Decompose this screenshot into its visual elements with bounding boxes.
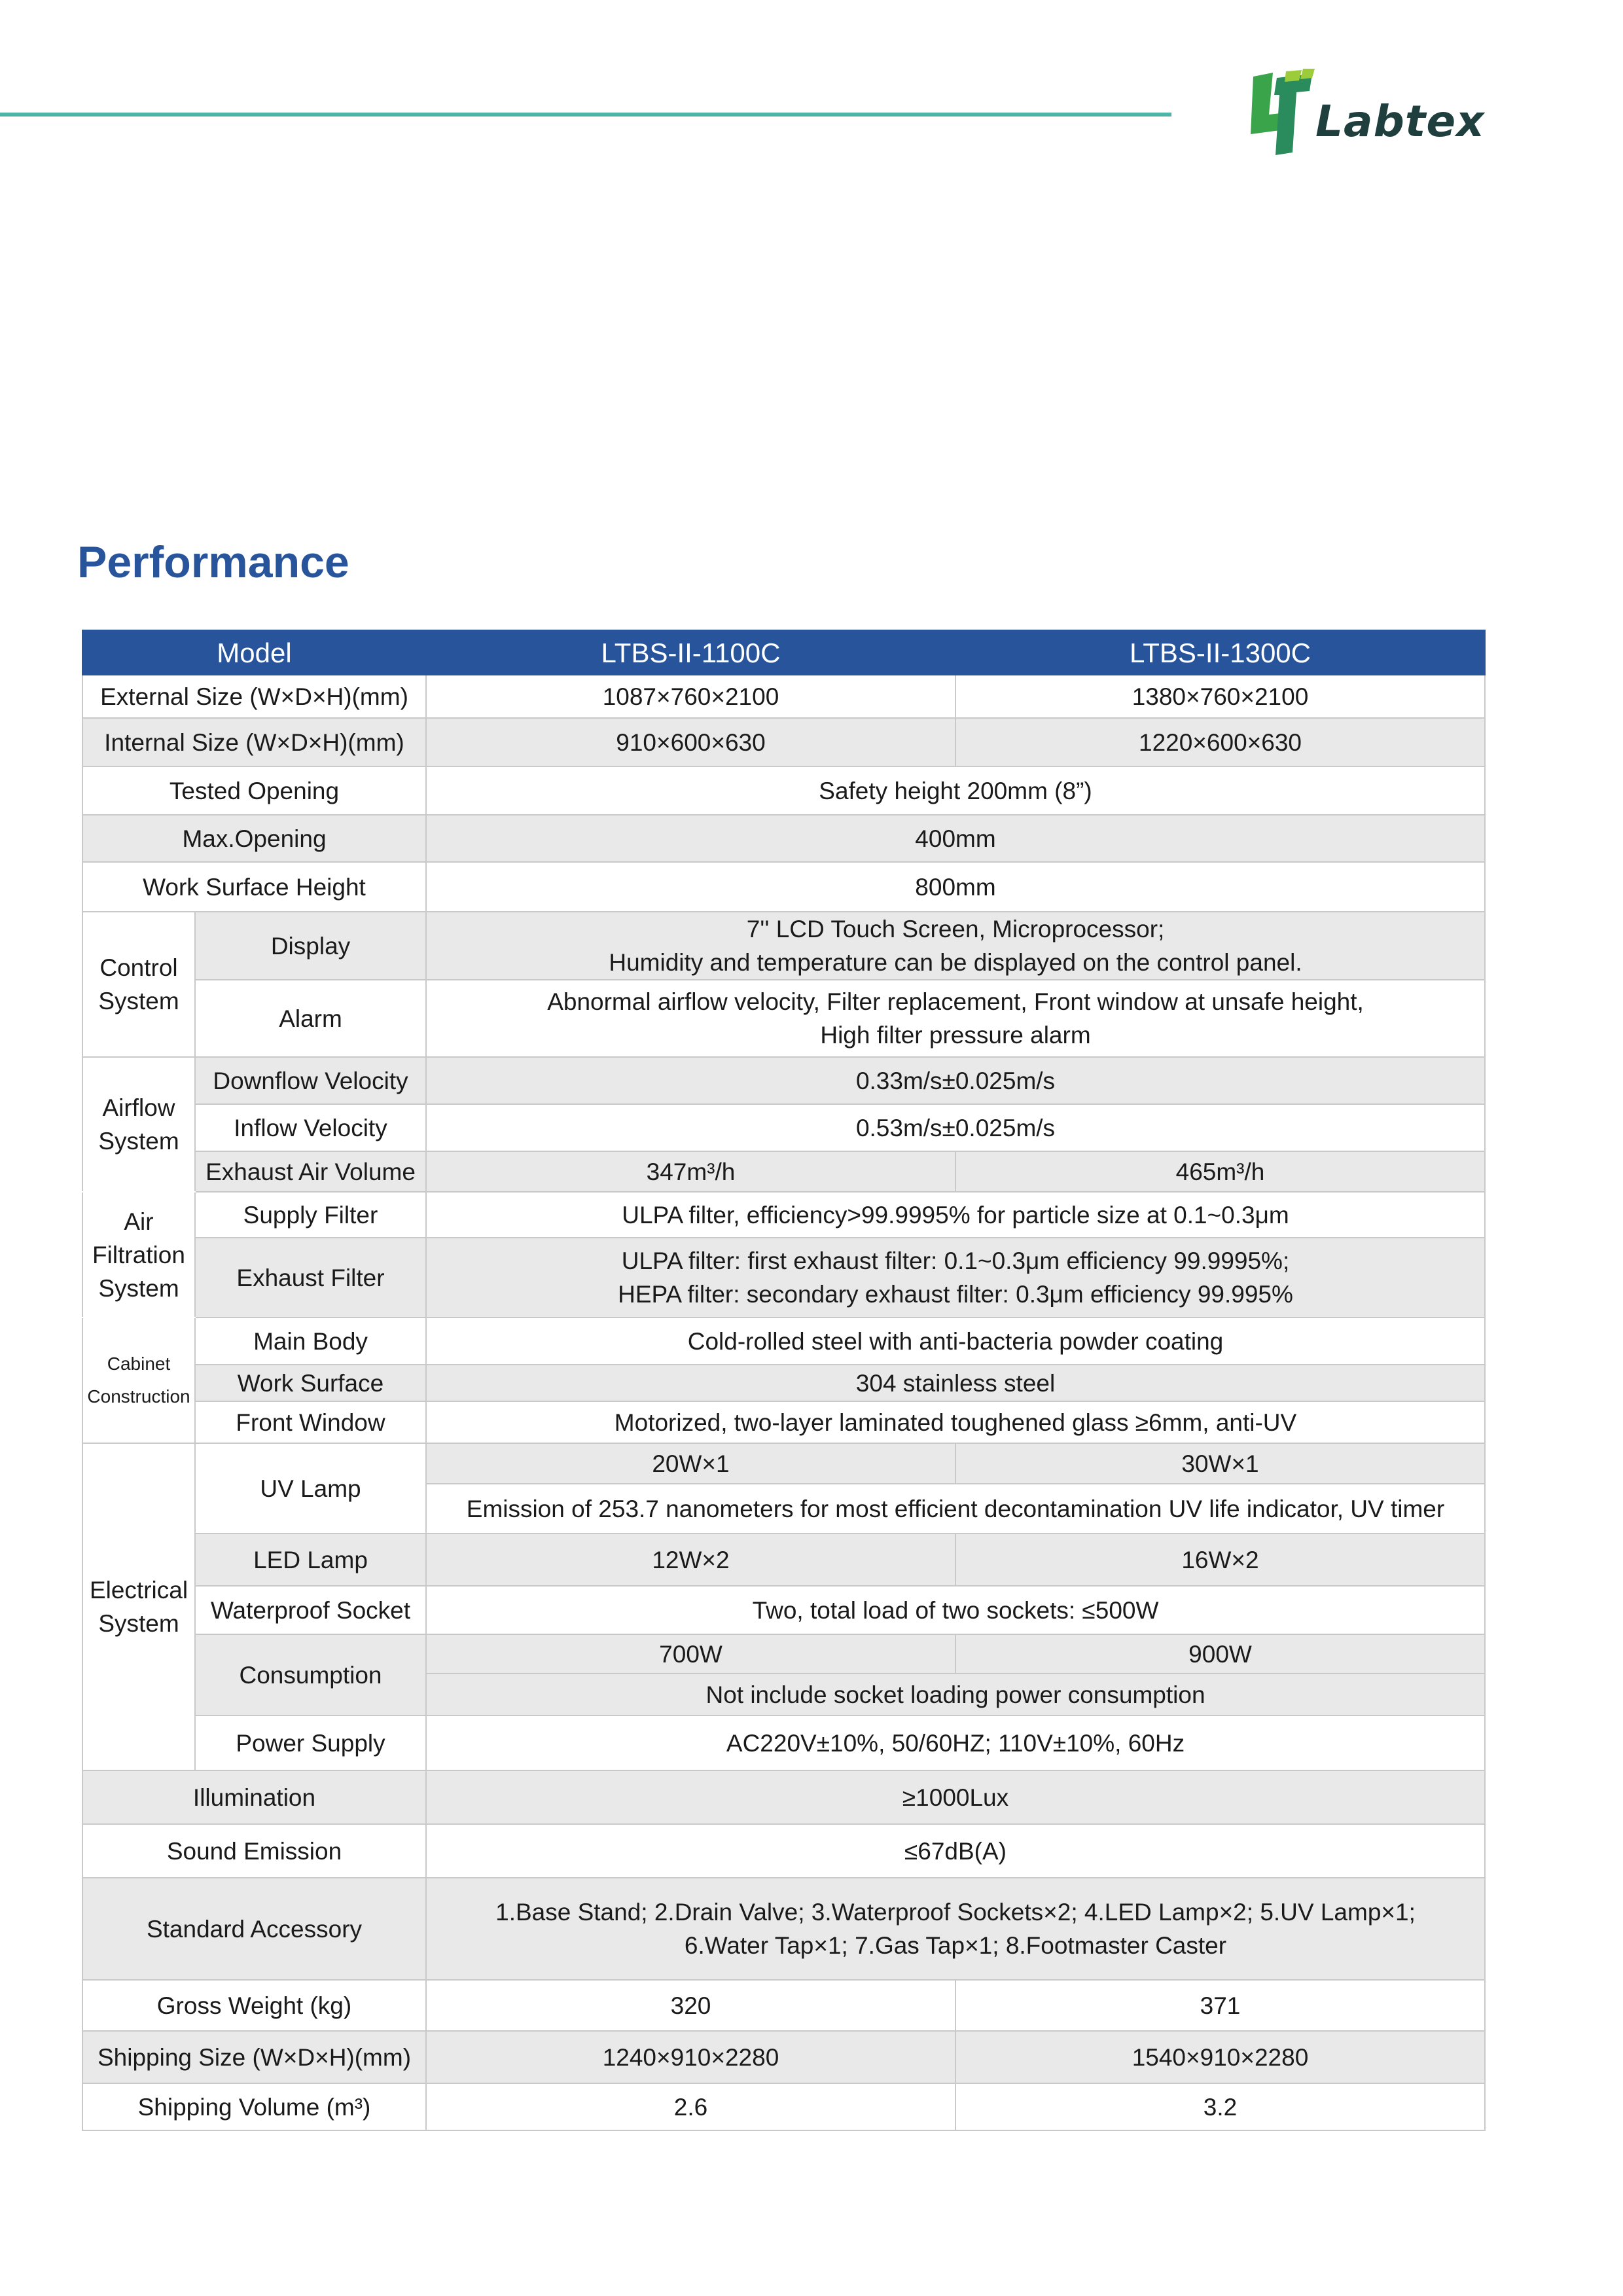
row-label: Work Surface (195, 1365, 426, 1401)
row-label: Consumption (195, 1634, 426, 1715)
row-label: Exhaust Filter (195, 1238, 426, 1318)
table-row (82, 1878, 1485, 1980)
table-row (82, 1318, 1485, 1365)
row-label: Power Supply (195, 1715, 426, 1770)
table-row (82, 718, 1485, 766)
table-row (82, 980, 1485, 1057)
shared-value: Not include socket loading power consumption (426, 1674, 1485, 1715)
table-row (82, 912, 1485, 980)
group-label-control-system: Control System (82, 912, 195, 1057)
table-row (82, 1770, 1485, 1824)
table-row (82, 1238, 1485, 1318)
labtex-logo (1247, 69, 1495, 164)
shared-value: ULPA filter: first exhaust filter: 0.1~0.3μm efficiency 99.9995%; HEPA filter: secondary exhaust filter: 0.3μm efficiency 99.995% (426, 1238, 1485, 1318)
logo-wordmark: Labtex (1315, 96, 1485, 147)
row-label: Waterproof Socket (195, 1586, 426, 1634)
row-label: LED Lamp (195, 1534, 426, 1586)
table-row (82, 1534, 1485, 1586)
row-label: Shipping Size (W×D×H)(mm) (82, 2031, 426, 2083)
row-label: Alarm (195, 980, 426, 1057)
row-label: Display (195, 912, 426, 980)
shared-value: Cold-rolled steel with anti-bacteria powder coating (426, 1318, 1485, 1365)
shared-value: 7'' LCD Touch Screen, Microprocessor; Humidity and temperature can be displayed on the control panel. (426, 912, 1485, 980)
table-row (82, 1715, 1485, 1770)
shared-value: 304 stainless steel (426, 1365, 1485, 1401)
group-label-electrical-system: Electrical System (82, 1443, 195, 1770)
table-row (82, 1365, 1485, 1401)
group-label-cabinet-construction: Cabinet Construction (82, 1318, 195, 1443)
row-label: Front Window (195, 1401, 426, 1443)
value-1300c: 3.2 (955, 2083, 1485, 2130)
row-label: External Size (W×D×H)(mm) (82, 675, 426, 718)
row-label: Max.Opening (82, 815, 426, 862)
shared-value: ≤67dB(A) (426, 1824, 1485, 1878)
value-1100c: 700W (426, 1634, 955, 1674)
row-label: Sound Emission (82, 1824, 426, 1878)
shared-value: Safety height 200mm (8”) (426, 766, 1485, 815)
row-label: Internal Size (W×D×H)(mm) (82, 718, 426, 766)
table-row (82, 1104, 1485, 1151)
shared-value: AC220V±10%, 50/60HZ; 110V±10%, 60Hz (426, 1715, 1485, 1770)
shared-value: 400mm (426, 815, 1485, 862)
shared-value: ULPA filter, efficiency>99.9995% for particle size at 0.1~0.3μm (426, 1192, 1485, 1238)
shared-value: 0.33m/s±0.025m/s (426, 1057, 1485, 1104)
shared-value: 800mm (426, 862, 1485, 912)
table-row (82, 1980, 1485, 2031)
row-label: Downflow Velocity (195, 1057, 426, 1104)
shared-value: Emission of 253.7 nanometers for most efficient decontamination UV life indicator, UV timer (426, 1484, 1485, 1534)
table-row (82, 766, 1485, 815)
value-1300c: 1540×910×2280 (955, 2031, 1485, 2083)
row-label: Exhaust Air Volume (195, 1151, 426, 1192)
value-1100c: 320 (426, 1980, 955, 2031)
table-row (82, 1824, 1485, 1878)
table-row (82, 1586, 1485, 1634)
table-row (82, 1443, 1485, 1484)
page-title: Performance (77, 537, 349, 587)
labtex-logo-mark-icon (1247, 69, 1325, 160)
value-1100c: 12W×2 (426, 1534, 955, 1586)
value-1300c: 900W (955, 1634, 1485, 1674)
value-1300c: 1220×600×630 (955, 718, 1485, 766)
table-row (82, 2083, 1485, 2130)
table-row (82, 675, 1485, 718)
row-label: Standard Accessory (82, 1878, 426, 1980)
row-label: Tested Opening (82, 766, 426, 815)
shared-value: Motorized, two-layer laminated toughened glass ≥6mm, anti-UV (426, 1401, 1485, 1443)
value-1100c: 1240×910×2280 (426, 2031, 955, 2083)
table-header-row (82, 630, 1485, 675)
table-row (82, 1057, 1485, 1104)
value-1100c: 347m³/h (426, 1151, 955, 1192)
row-label: Work Surface Height (82, 862, 426, 912)
row-label: Inflow Velocity (195, 1104, 426, 1151)
shared-value: Abnormal airflow velocity, Filter replacement, Front window at unsafe height, High filter pressure alarm (426, 980, 1485, 1057)
header-model: Model (82, 630, 426, 675)
value-1300c: 371 (955, 1980, 1485, 2031)
table-row (82, 815, 1485, 862)
shared-value: ≥1000Lux (426, 1770, 1485, 1824)
header-accent-line (0, 113, 1171, 117)
table-row (82, 862, 1485, 912)
row-label: Gross Weight (kg) (82, 1980, 426, 2031)
group-label-airflow-system: Airflow System (82, 1057, 195, 1192)
table-row (82, 1192, 1485, 1238)
value-1300c: 1380×760×2100 (955, 675, 1485, 718)
value-1300c: 30W×1 (955, 1443, 1485, 1484)
value-1100c: 20W×1 (426, 1443, 955, 1484)
header-model-1100c: LTBS-II-1100C (426, 630, 955, 675)
row-label: Shipping Volume (m³) (82, 2083, 426, 2130)
table-row (82, 1401, 1485, 1443)
value-1300c: 465m³/h (955, 1151, 1485, 1192)
performance-table (82, 630, 1486, 2131)
shared-value: 0.53m/s±0.025m/s (426, 1104, 1485, 1151)
header-model-1300c: LTBS-II-1300C (955, 630, 1485, 675)
value-1100c: 910×600×630 (426, 718, 955, 766)
table-row (82, 1151, 1485, 1192)
table-row (82, 2031, 1485, 2083)
value-1100c: 2.6 (426, 2083, 955, 2130)
shared-value: Two, total load of two sockets: ≤500W (426, 1586, 1485, 1634)
row-label: UV Lamp (195, 1443, 426, 1534)
shared-value: 1.Base Stand; 2.Drain Valve; 3.Waterproof Sockets×2; 4.LED Lamp×2; 5.UV Lamp×1; 6.Water Tap×1; 7.Gas Tap×1; 8.Footmaster Caster (426, 1878, 1485, 1980)
table-row (82, 1634, 1485, 1674)
group-label-air-filtration: Air Filtration System (82, 1192, 195, 1318)
value-1300c: 16W×2 (955, 1534, 1485, 1586)
row-label: Illumination (82, 1770, 426, 1824)
value-1100c: 1087×760×2100 (426, 675, 955, 718)
row-label: Supply Filter (195, 1192, 426, 1238)
row-label: Main Body (195, 1318, 426, 1365)
